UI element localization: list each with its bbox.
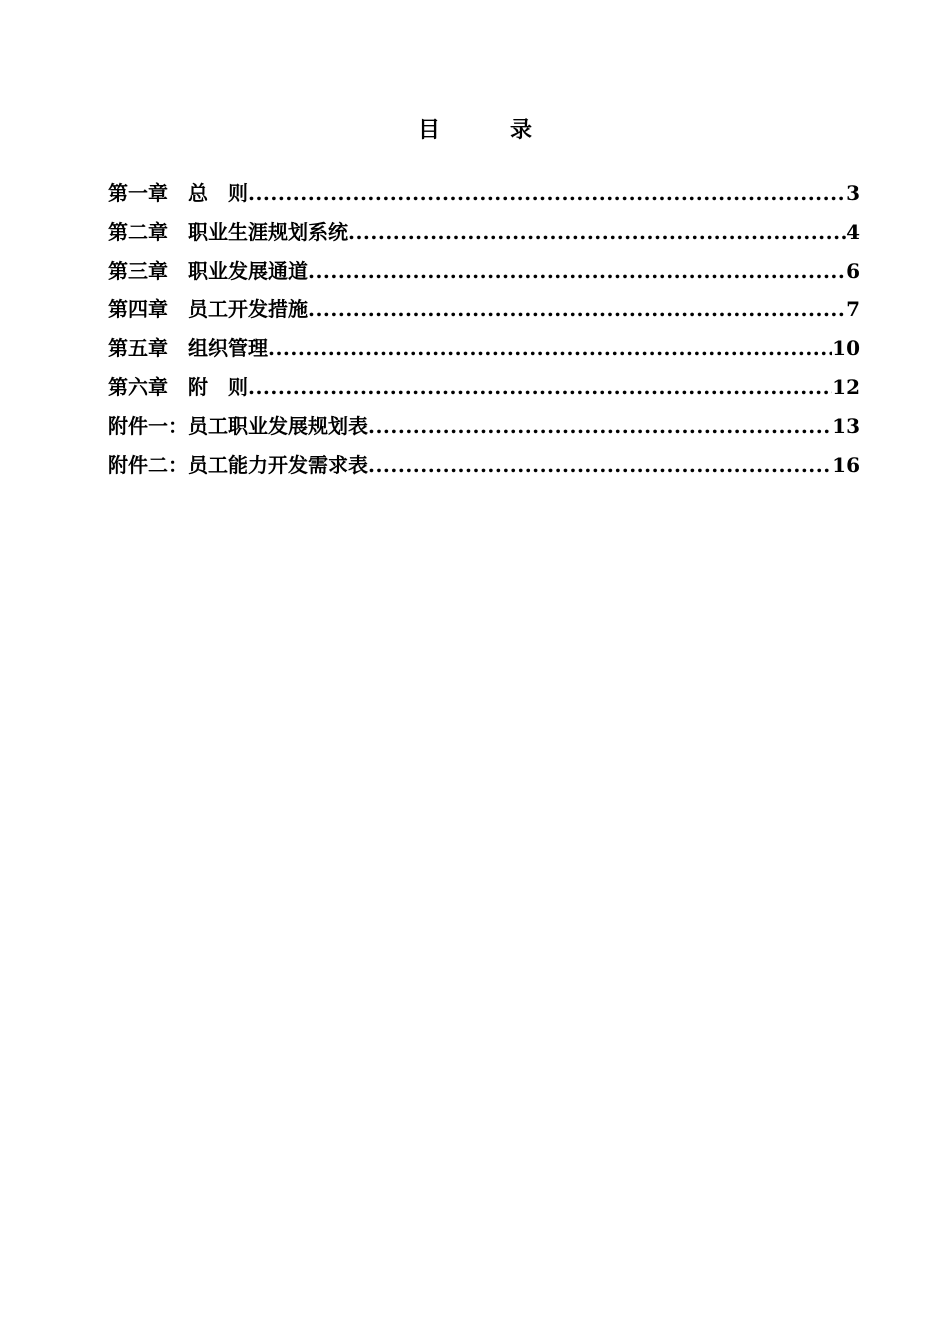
toc-entry-label: 第六章 附 则 xyxy=(108,374,248,399)
toc-entry-page: 13 xyxy=(832,413,860,438)
toc-leader-dots xyxy=(248,368,832,407)
toc-entry-label: 附件二：员工能力开发需求表 xyxy=(108,452,368,477)
toc-entry-label: 第二章 职业生涯规划系统 xyxy=(108,219,348,244)
toc-entry-label: 第四章 员工开发措施 xyxy=(108,297,308,322)
toc-entry-label: 第三章 职业发展通道 xyxy=(108,258,308,283)
toc-entry-label: 附件一：员工职业发展规划表 xyxy=(108,413,368,438)
toc-leader-dots xyxy=(368,446,832,485)
toc-leader-dots xyxy=(248,174,846,213)
toc-entry-page: 3 xyxy=(846,181,860,205)
toc-entry[interactable] xyxy=(108,252,860,291)
toc-entry[interactable] xyxy=(108,213,860,252)
toc-entry-page: 4 xyxy=(846,219,860,244)
toc-entry[interactable] xyxy=(108,407,860,446)
toc-title: 目 录 xyxy=(417,117,556,143)
toc-entry-page: 12 xyxy=(832,374,860,399)
toc-list xyxy=(108,174,860,484)
toc-entry-page: 16 xyxy=(832,452,860,477)
toc-entry-label: 第一章 总 则 xyxy=(108,181,248,205)
toc-leader-dots xyxy=(348,213,846,252)
toc-leader-dots xyxy=(308,252,846,291)
toc-entry[interactable] xyxy=(108,290,860,329)
toc-entry-page: 6 xyxy=(846,258,860,283)
toc-entry[interactable] xyxy=(108,329,860,368)
toc-entry-page: 7 xyxy=(846,297,860,322)
toc-leader-dots xyxy=(308,290,846,329)
toc-entry[interactable] xyxy=(108,368,860,407)
toc-entry-label: 第五章 组织管理 xyxy=(108,336,268,361)
toc-entry-page: 10 xyxy=(832,336,860,361)
toc-leader-dots xyxy=(368,407,832,446)
toc-entry[interactable] xyxy=(108,446,860,485)
toc-entry[interactable] xyxy=(108,174,860,213)
toc-leader-dots xyxy=(268,329,832,368)
